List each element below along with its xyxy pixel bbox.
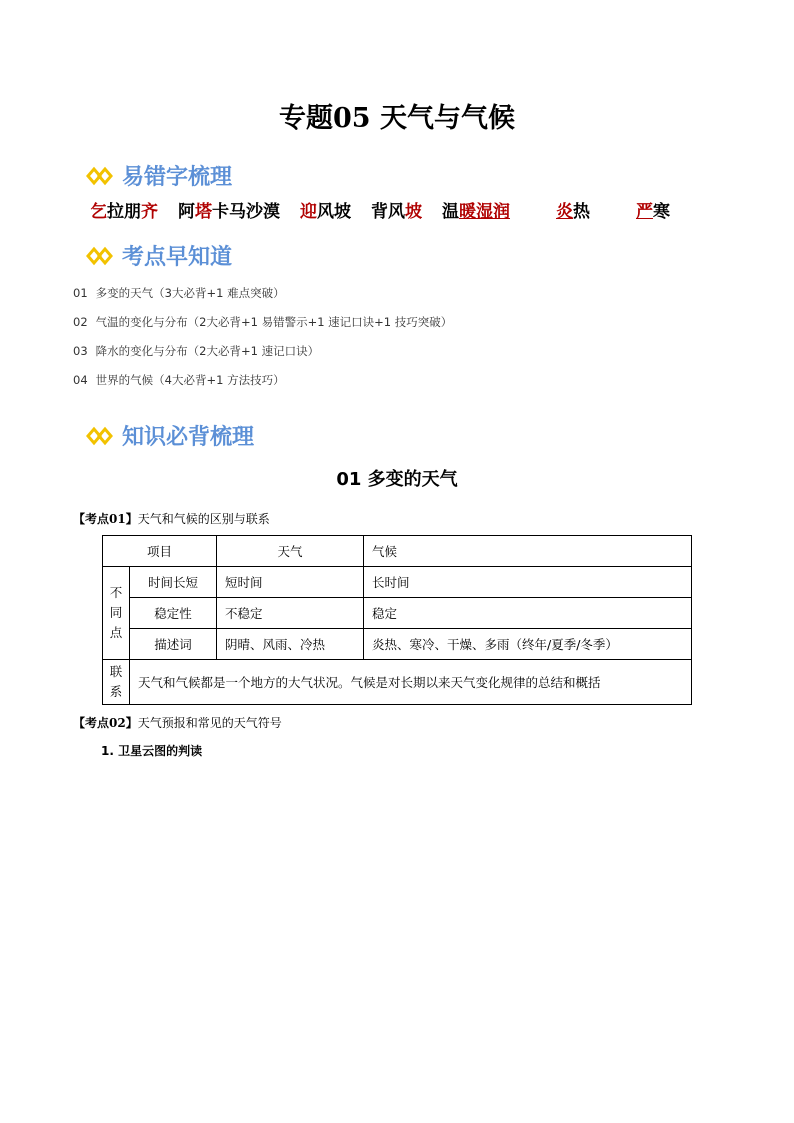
diamond-icon bbox=[86, 426, 114, 446]
word-char: 寒 bbox=[653, 202, 670, 222]
word-char: 卡马沙漠 bbox=[212, 202, 280, 222]
word-char: 暖湿润 bbox=[459, 202, 510, 222]
subsection-heading: 01 多变的天气 bbox=[336, 469, 458, 490]
section-header-typo bbox=[86, 160, 232, 191]
section-header-overview bbox=[86, 240, 232, 271]
word-char: 热 bbox=[573, 202, 590, 222]
typo-word bbox=[371, 197, 422, 222]
typo-word bbox=[442, 197, 510, 222]
typo-word bbox=[178, 197, 280, 222]
word-char: 坡 bbox=[405, 202, 422, 222]
word-char: 阿 bbox=[178, 202, 195, 222]
header-cell: 气候 bbox=[364, 536, 692, 567]
word-char: 风坡 bbox=[317, 202, 351, 222]
header-cell: 项目 bbox=[103, 536, 217, 567]
section-title: 知识必背梳理 bbox=[122, 425, 255, 450]
link-label-cell: 联 系 bbox=[103, 660, 130, 705]
section-title: 考点早知道 bbox=[122, 245, 233, 270]
word-char: 塔 bbox=[195, 202, 212, 222]
word-char: 严 bbox=[636, 202, 653, 222]
knowledge-point-1: 【考点01】天气和气候的区别与联系 bbox=[73, 512, 270, 526]
typo-word-list bbox=[90, 197, 716, 222]
diamond-icon bbox=[86, 166, 114, 186]
diff-label-cell: 不 同 点 bbox=[103, 567, 130, 660]
knowledge-point-2: 【考点02】天气预报和常见的天气符号 bbox=[73, 716, 282, 730]
word-char: 迎 bbox=[300, 202, 317, 222]
weather-cell: 不稳定 bbox=[217, 598, 364, 629]
header-cell: 天气 bbox=[217, 536, 364, 567]
word-char: 炎 bbox=[556, 202, 573, 222]
typo-word bbox=[300, 197, 351, 222]
typo-word bbox=[636, 197, 670, 222]
weather-cell: 阴晴、风雨、冷热 bbox=[217, 629, 364, 660]
toc-item: 01 多变的天气（3大必背+1 难点突破） bbox=[73, 286, 285, 300]
row-key: 稳定性 bbox=[130, 598, 217, 629]
word-char: 温 bbox=[442, 202, 459, 222]
word-char: 齐 bbox=[141, 202, 158, 222]
typo-word bbox=[556, 197, 590, 222]
diamond-icon bbox=[86, 246, 114, 266]
row-key: 描述词 bbox=[130, 629, 217, 660]
page-title: 专题05 天气与气候 bbox=[279, 103, 515, 134]
sub-item-title: 1. 卫星云图的判读 bbox=[101, 744, 203, 758]
climate-cell: 长时间 bbox=[364, 567, 692, 598]
weather-cell: 短时间 bbox=[217, 567, 364, 598]
word-char: 背风 bbox=[371, 202, 405, 222]
section-title: 易错字梳理 bbox=[122, 165, 233, 190]
climate-cell: 稳定 bbox=[364, 598, 692, 629]
row-key: 时间长短 bbox=[130, 567, 217, 598]
toc-item: 04 世界的气候（4大必背+1 方法技巧） bbox=[73, 373, 285, 387]
toc-item: 02 气温的变化与分布（2大必背+1 易错警示+1 速记口诀+1 技巧突破） bbox=[73, 315, 453, 329]
link-text-cell: 天气和气候都是一个地方的大气状况。气候是对长期以来天气变化规律的总结和概括 bbox=[130, 660, 692, 705]
word-char: 拉朋 bbox=[107, 202, 141, 222]
climate-cell: 炎热、寒冷、干燥、多雨（终年/夏季/冬季） bbox=[364, 629, 692, 660]
toc-item: 03 降水的变化与分布（2大必背+1 速记口诀） bbox=[73, 344, 320, 358]
word-char: 乞 bbox=[90, 202, 107, 222]
weather-climate-table bbox=[102, 535, 692, 705]
typo-word bbox=[90, 197, 158, 222]
section-header-knowledge bbox=[86, 420, 254, 451]
